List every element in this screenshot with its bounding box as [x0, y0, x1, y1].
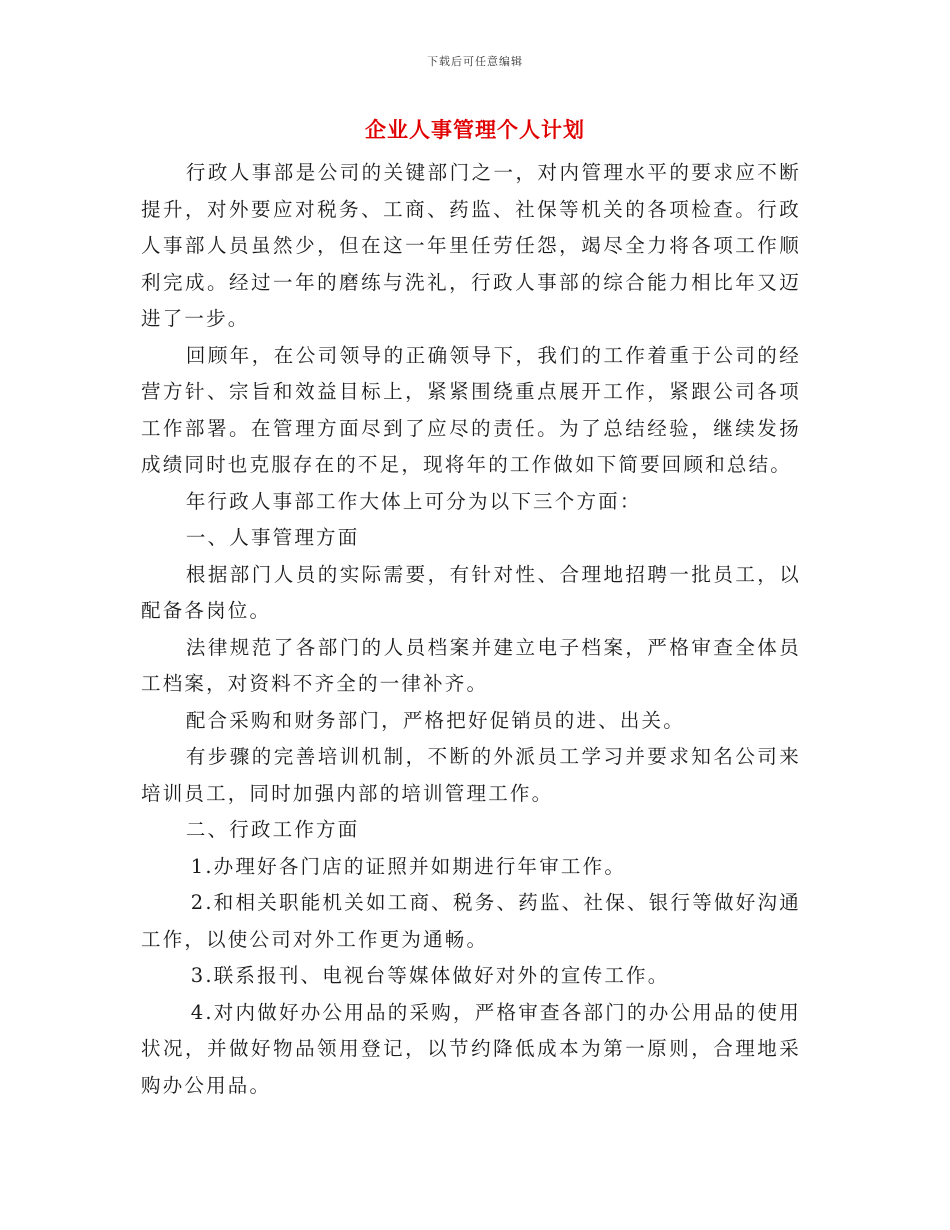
list-item-licenses: 1.办理好各门店的证照并如期进行年审工作。 [190, 854, 627, 878]
document-body [141, 155, 801, 1104]
list-item-publicity: 3.联系报刊、电视台等媒体做好对外的宣传工作。 [190, 964, 670, 987]
section-heading-personnel: 一、人事管理方面 [185, 526, 360, 549]
paragraph-archives: 法律规范了各部门的人员档案并建立电子档案，严格审查全体员工档案，对资料不齐全的一律补齐。 [141, 635, 801, 695]
paragraph-promoters: 配合采购和财务部门，严格把好促销员的进、出关。 [185, 708, 685, 732]
list-item-communication: 2.和相关职能机关如工商、税务、药监、社保、银行等做好沟通工作，以使公司对外工作更为通畅。 [141, 891, 801, 951]
paragraph-training: 有步骤的完善培训机制，不断的外派员工学习并要求知名公司来培训员工，同时加强内部的培训管理工作。 [141, 745, 801, 805]
document-title: 企业人事管理个人计划 [365, 117, 585, 142]
paragraph-overview: 年行政人事部工作大体上可分为以下三个方面： [185, 489, 642, 513]
paragraph-review: 回顾年，在公司领导的正确领导下，我们的工作着重于公司的经营方针、宗旨和效益目标上，紧紧围绕重点展开工作，紧跟公司各项工作部署。在管理方面尽到了应尽的责任。为了总结经验，继续发扬成绩同时也克服存在的不足，现将年的工作做如下简要回顾和总结。 [141, 343, 801, 476]
paragraph-recruitment: 根据部门人员的实际需要，有针对性、合理地招聘一批员工，以配备各岗位。 [141, 562, 801, 622]
list-item-office-supplies: 4.对内做好办公用品的采购，严格审查各部门的办公用品的使用状况，并做好物品领用登记，以节约降低成本为第一原则，合理地采购办公用品。 [141, 1000, 801, 1097]
section-heading-administration: 二、行政工作方面 [185, 818, 360, 841]
page-header-note: 下载后可任意编辑 [427, 55, 523, 68]
paragraph-intro: 行政人事部是公司的关键部门之一，对内管理水平的要求应不断提升，对外要应对税务、工商、药监、社保等机关的各项检查。行政人事部人员虽然少，但在这一年里任劳任怨，竭尽全力将各项工作顺利完成。经过一年的磨练与洗礼，行政人事部的综合能力相比年又迈进了一步。 [141, 161, 801, 330]
